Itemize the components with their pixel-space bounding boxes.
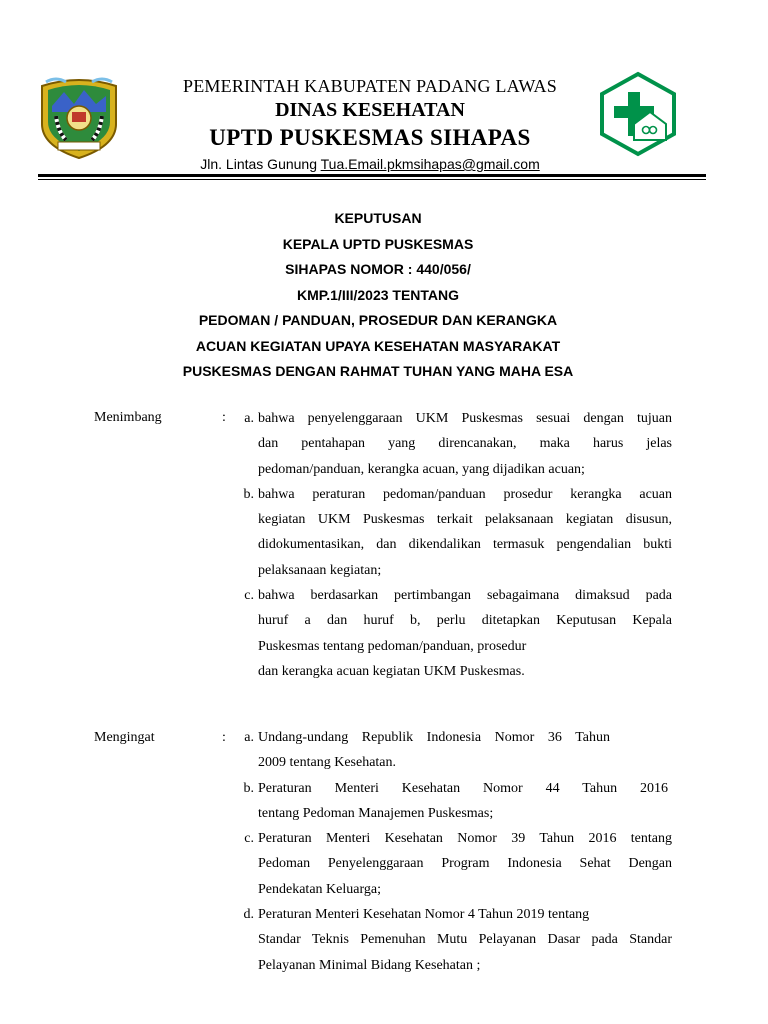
item-line: Peraturan Menteri Kesehatan Nomor 39 Tahun 2016 tentang <box>258 831 672 847</box>
section-colon: : <box>222 410 226 425</box>
item-text <box>258 776 668 827</box>
item-line: 2009 tentang Kesehatan. <box>258 755 397 771</box>
item-line: Pelayanan Minimal Bidang Kesehatan ; <box>258 957 481 973</box>
email-link[interactable]: Tua.Email.pkmsihapas@gmail.com <box>320 156 540 172</box>
letterhead-rule-thin <box>38 179 706 180</box>
item-line: bahwa berdasarkan pertimbangan sebagaimana dimaksud pada <box>258 588 672 604</box>
list-item <box>238 406 674 482</box>
item-text <box>258 902 672 978</box>
title-line: PEDOMAN / PANDUAN, PROSEDUR DAN KERANGKA <box>198 312 558 328</box>
item-letter: c. <box>244 831 254 847</box>
item-line: Peraturan Menteri Kesehatan Nomor 4 Tahun 2019 tentang <box>258 907 590 923</box>
item-letter: a. <box>244 730 254 745</box>
section-label: Mengingat <box>94 730 155 745</box>
item-line: kegiatan UKM Puskesmas terkait pelaksanaan kegiatan disusun, <box>258 512 672 528</box>
item-line: Standar Teknis Pemenuhan Mutu Pelayanan Dasar pada Standar <box>258 932 672 948</box>
item-text <box>258 583 672 684</box>
item-letter: b. <box>243 486 254 502</box>
title-line: KEPUTUSAN <box>334 210 422 226</box>
title-line: ACUAN KEGIATAN UPAYA KESEHATAN MASYARAKAT <box>195 337 561 354</box>
item-text <box>258 406 672 482</box>
list-item <box>238 902 674 978</box>
title-line: PUSKESMAS DENGAN RAHMAT TUHAN YANG MAHA ESA <box>182 363 574 379</box>
list-item <box>238 826 674 902</box>
menimbang-list <box>238 406 674 684</box>
item-text <box>258 725 610 776</box>
puskesmas-name: UPTD PUSKESMAS SIHAPAS <box>209 125 531 150</box>
agency-name: DINAS KESEHATAN <box>275 99 465 121</box>
item-letter: a. <box>244 411 254 426</box>
list-item <box>238 725 674 776</box>
address-text: Jln. Lintas Gunung <box>200 156 321 172</box>
item-letter: c. <box>244 588 254 604</box>
item-line: tentang Pedoman Manajemen Puskesmas; <box>258 805 494 821</box>
mengingat-list <box>238 725 674 978</box>
address-line <box>130 155 610 173</box>
list-item <box>238 482 674 583</box>
item-text <box>258 826 672 902</box>
list-item <box>238 583 674 684</box>
item-line: bahwa penyelenggaraan UKM Puskesmas sesuai dengan tujuan <box>258 411 672 426</box>
item-line: pedoman/panduan, kerangka acuan, yang dijadikan acuan; <box>258 461 585 477</box>
item-letter: d. <box>243 907 254 923</box>
item-line: Pedoman Penyelenggaraan Program Indonesia Sehat Dengan <box>258 856 672 872</box>
puskesmas-logo <box>598 70 678 158</box>
item-line: Undang-undang Republik Indonesia Nomor 36 Tahun <box>258 730 610 745</box>
title-line: SIHAPAS NOMOR : 440/056/ <box>285 261 471 277</box>
item-line: Pendekatan Keluarga; <box>258 881 381 897</box>
item-text <box>258 482 672 583</box>
item-line: bahwa peraturan pedoman/panduan prosedur kerangka acuan <box>258 486 672 502</box>
title-line: KMP.1/III/2023 TENTANG <box>296 286 460 303</box>
decree-title <box>100 206 656 385</box>
list-item <box>238 776 674 827</box>
regency-crest-logo <box>36 72 122 160</box>
item-line: didokumentasikan, dan dikendalikan termasuk pengendalian bukti <box>258 537 672 553</box>
item-line: Peraturan Menteri Kesehatan Nomor 44 Tahun 2016 <box>258 780 668 796</box>
item-line: dan kerangka acuan kegiatan UKM Puskesmas. <box>258 663 525 679</box>
letterhead-rule-thick <box>38 174 706 177</box>
section-colon: : <box>222 730 226 745</box>
item-line: dan pentahapan yang direncanakan, maka harus jelas <box>258 436 672 452</box>
item-line: Puskesmas tentang pedoman/panduan, prosedur <box>258 638 527 654</box>
title-line: KEPALA UPTD PUSKESMAS <box>282 235 474 252</box>
item-line: pelaksanaan kegiatan; <box>258 562 382 578</box>
section-label: Menimbang <box>94 410 162 425</box>
item-letter: b. <box>243 780 254 796</box>
item-line: huruf a dan huruf b, perlu ditetapkan Keputusan Kepala <box>258 613 672 629</box>
letterhead <box>130 76 610 173</box>
government-name: PEMERINTAH KABUPATEN PADANG LAWAS <box>183 76 557 96</box>
